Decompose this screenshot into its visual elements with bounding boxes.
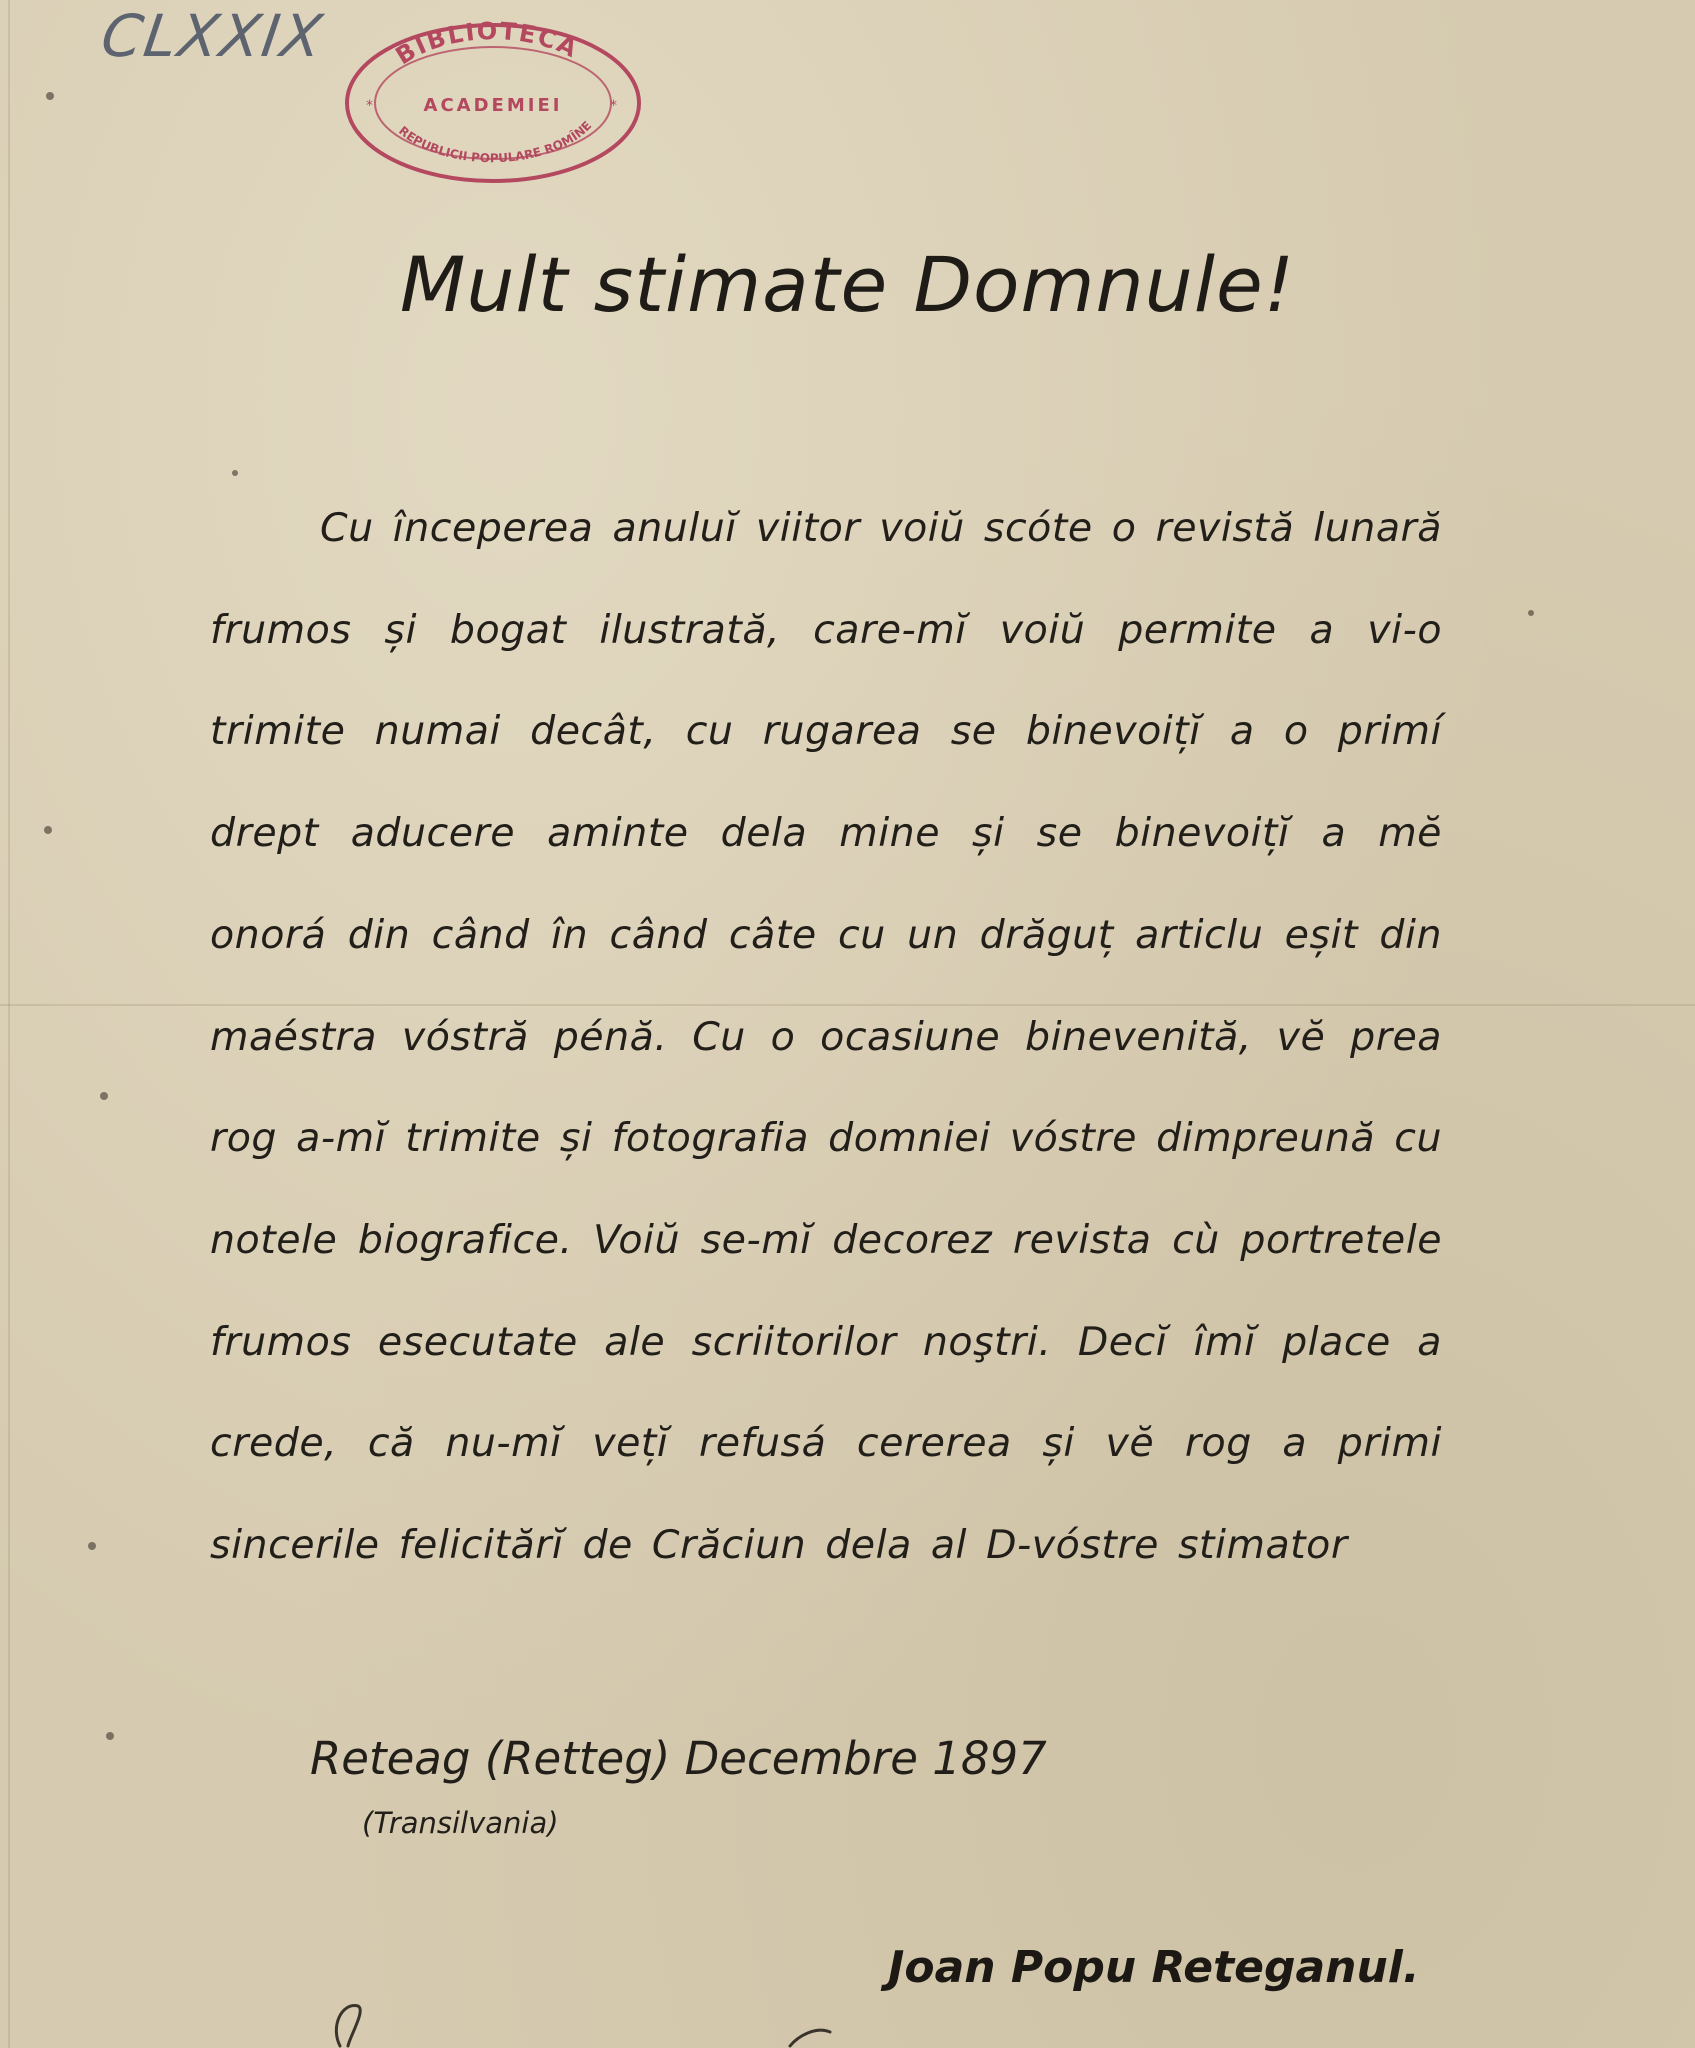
region: (Transilvania) xyxy=(362,1806,559,1840)
ink-speck xyxy=(232,470,238,476)
ink-speck xyxy=(88,1542,96,1550)
ink-speck xyxy=(106,1732,114,1740)
stamp-top-text: BIBLIOTECA xyxy=(390,20,584,71)
dateline: Reteag (Retteg) Decembre 1897 xyxy=(310,1732,1047,1785)
stamp-center-text: ACADEMIEI xyxy=(423,95,563,116)
shelfmark: CLXXIX xyxy=(97,2,328,70)
handwritten-note xyxy=(320,1996,880,2048)
signature: Joan Popu Reteganul. xyxy=(888,1942,1420,1993)
ink-speck xyxy=(100,1092,108,1100)
ink-speck xyxy=(1528,610,1534,616)
ink-speck xyxy=(44,826,52,834)
stamp-bottom-text: REPUBLICII POPULARE ROMÎNE xyxy=(396,118,595,166)
ink-speck xyxy=(46,92,54,100)
letter-body: Cu începerea anuluĭ viitor voiŭ scóte o revistă lunară frumos și bogat ilustrată, care-mĭ voiŭ permite a vi-o trimite numai decât, cu rugarea se binevoițĭ a o primí drept aducere aminte dela mine și se binevoițĭ a mĕ onorá din când în când câte cu un drăguț articlu eșit din maéstra vóstră pénă. Cu o ocasiune binevenită, vĕ prea rog a-mĭ trimite și fotografia domniei vóstre dimpreună cu notele biografice. Voiŭ se-mĭ decorez revista cù portretele frumos esecutate ale scriitorilor noştri. Decĭ îmĭ place a crede, că nu-mĭ vețĭ refusá cererea și vĕ rog a primi sincerile felicitărĭ de Crăciun dela al D-vóstre stimator xyxy=(210,505,1442,1569)
stamp-star-icon: * xyxy=(366,98,373,114)
library-stamp xyxy=(342,20,644,186)
salutation: Mult stimate Domnule! xyxy=(399,240,1296,329)
stamp-star-icon: * xyxy=(610,98,617,114)
